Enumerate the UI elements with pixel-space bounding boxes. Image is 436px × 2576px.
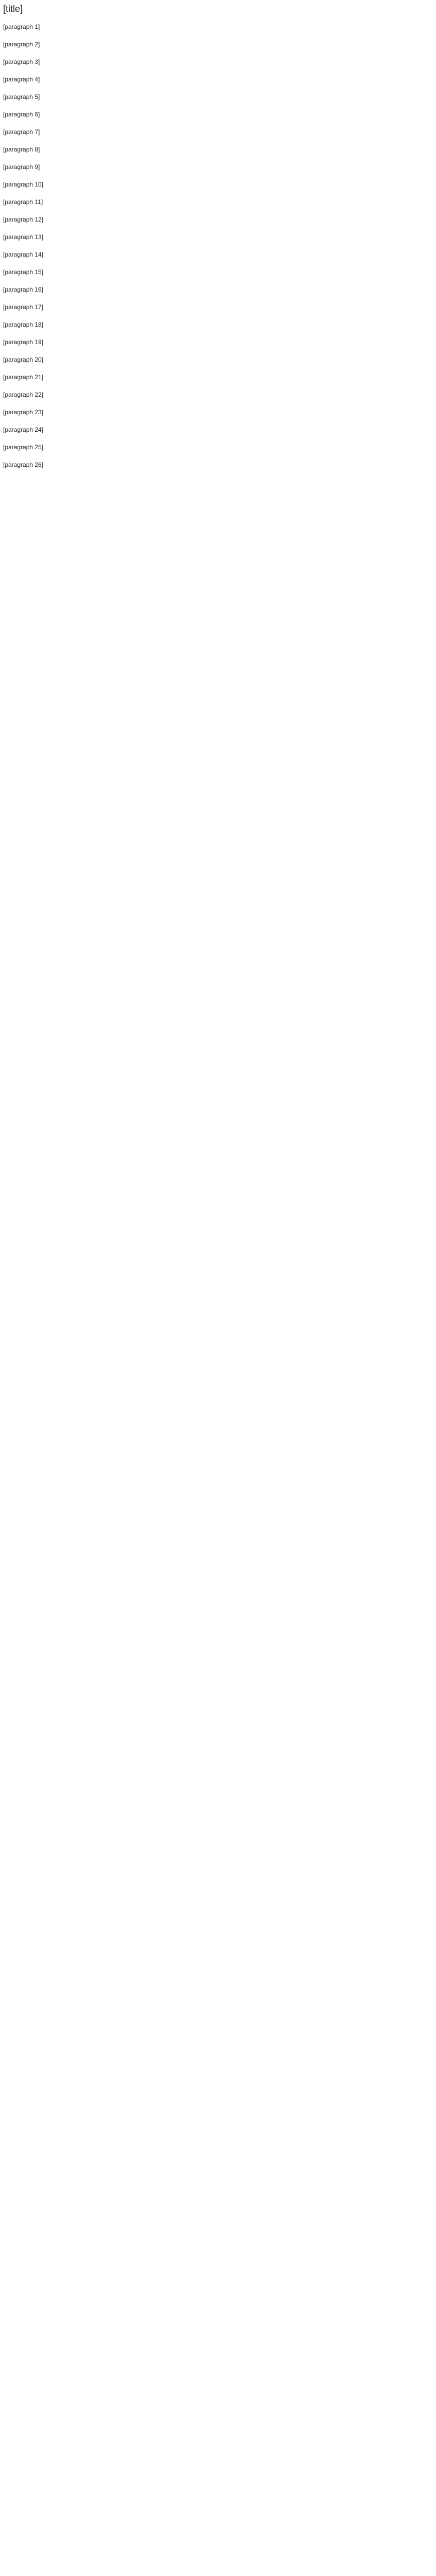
paragraph: [paragraph 24] xyxy=(3,426,44,433)
article xyxy=(0,0,436,469)
paragraph: [paragraph 23] xyxy=(3,409,44,416)
paragraph: [paragraph 4] xyxy=(3,76,40,83)
paragraph: [paragraph 26] xyxy=(3,461,44,468)
article-body xyxy=(3,23,433,469)
paragraph: [paragraph 3] xyxy=(3,58,40,65)
paragraph: [paragraph 10] xyxy=(3,181,44,188)
paragraph: [paragraph 9] xyxy=(3,163,40,171)
paragraph: [paragraph 17] xyxy=(3,303,44,311)
paragraph: [paragraph 25] xyxy=(3,444,44,451)
paragraph: [paragraph 8] xyxy=(3,146,40,153)
paragraph: [paragraph 20] xyxy=(3,356,44,363)
paragraph: [paragraph 11] xyxy=(3,198,43,206)
paragraph: [paragraph 19] xyxy=(3,338,44,346)
paragraph: [paragraph 2] xyxy=(3,41,40,48)
paragraph: [paragraph 1] xyxy=(3,23,40,30)
paragraph: [paragraph 6] xyxy=(3,111,40,118)
paragraph: [paragraph 21] xyxy=(3,374,44,381)
paragraph: [paragraph 13] xyxy=(3,233,44,241)
paragraph: [paragraph 5] xyxy=(3,93,40,100)
paragraph: [paragraph 14] xyxy=(3,251,44,258)
paragraph: [paragraph 22] xyxy=(3,391,44,398)
paragraph: [paragraph 16] xyxy=(3,286,44,293)
paragraph: [paragraph 12] xyxy=(3,216,44,223)
paragraph: [paragraph 18] xyxy=(3,321,44,328)
paragraph: [paragraph 15] xyxy=(3,268,44,276)
paragraph: [paragraph 7] xyxy=(3,128,40,135)
article-title: [title] xyxy=(3,4,23,14)
